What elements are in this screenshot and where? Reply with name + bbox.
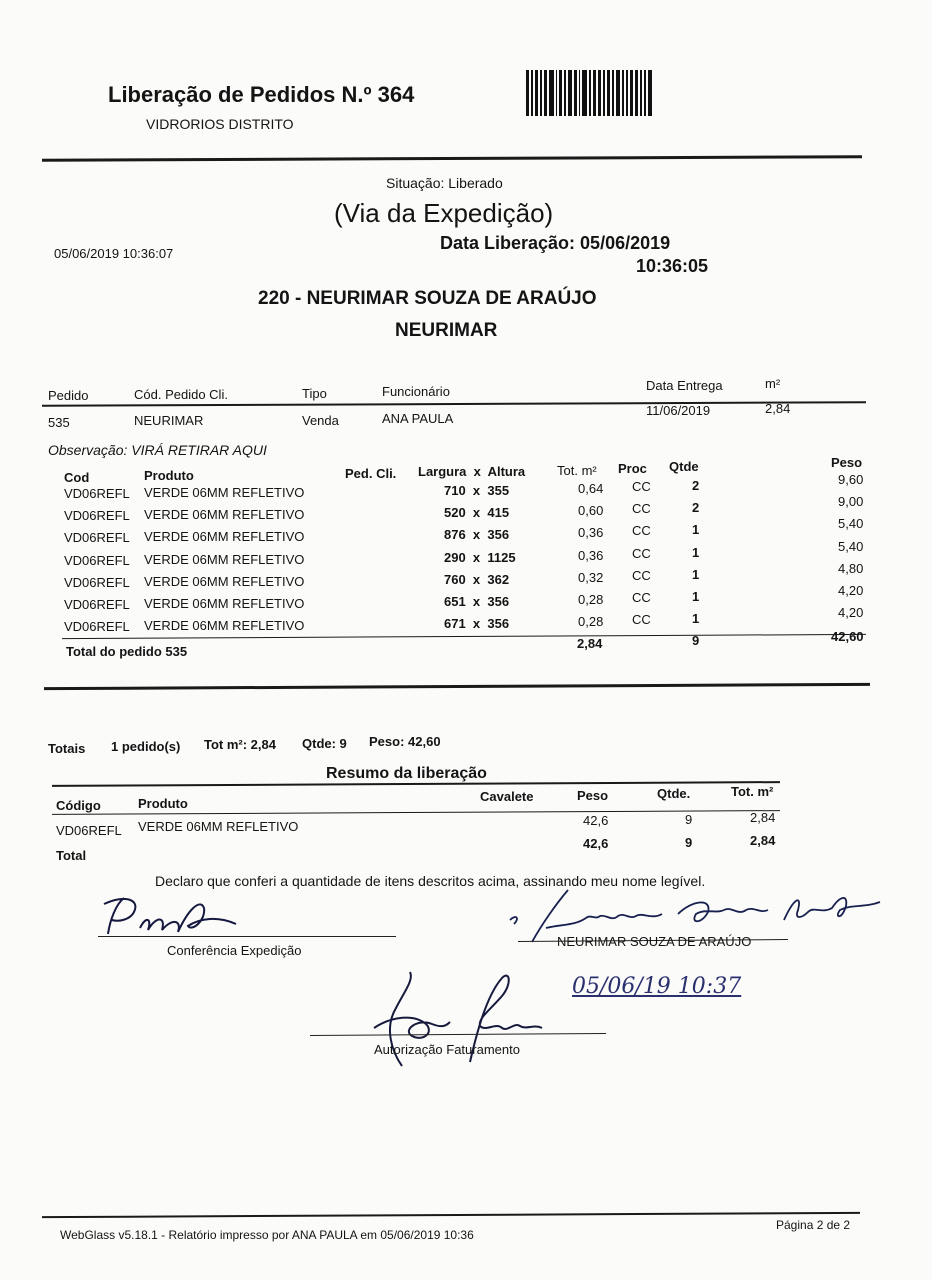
summary-total-label: Total [56,848,87,863]
col-cod-pedido-cli: Cód. Pedido Cli. [134,387,228,402]
item-tot-m2: 0,60 [578,503,604,519]
col-m2: m² [765,376,781,391]
summary-row-produto: VERDE 06MM REFLETIVO [138,819,299,834]
item-dimensions: 671 x 356 [444,616,510,632]
order-delivery-date: 11/06/2019 [646,403,711,418]
totals-qtde: Qtde: 9 [302,736,347,751]
order-total-m2: 2,84 [577,636,603,651]
items-col-qtde: Qtde [669,459,699,474]
item-cod: VD06REFL [64,508,130,524]
client-nickname: NEURIMAR [395,320,498,341]
summary-col-cavalete: Cavalete [480,789,534,804]
order-type: Venda [302,413,339,428]
summary-row-tot: 2,84 [750,810,776,825]
item-peso: 9,60 [838,472,864,487]
item-qtde: 1 [692,544,700,560]
summary-total-tot: 2,84 [750,833,776,848]
summary-col-tot-m2: Tot. m² [731,784,774,799]
summary-title: Resumo da liberação [326,765,487,782]
item-qtde: 2 [692,478,700,493]
order-total-peso: 42,60 [831,629,864,644]
footer-page-number: Página 2 de 2 [776,1218,851,1232]
items-col-proc: Proc [618,461,647,476]
col-funcionario: Funcionário [382,384,450,399]
printed-timestamp: 05/06/2019 10:36:07 [54,246,174,261]
items-col-dimensions: Largura x Altura [418,464,526,479]
item-tot-m2: 0,64 [578,481,604,496]
header-divider [42,155,862,162]
item-produto: VERDE 06MM REFLETIVO [144,529,305,545]
summary-col-produto: Produto [138,796,188,811]
summary-col-qtde: Qtde. [657,786,691,801]
items-total-divider [62,634,866,639]
item-peso: 9,00 [838,494,864,510]
item-produto: VERDE 06MM REFLETIVO [144,485,305,500]
items-end-divider [44,683,870,690]
observation-text: Observação: VIRÁ RETIRAR AQUI [48,442,267,458]
summary-row-peso: 42,6 [583,813,609,828]
items-col-tot-m2: Tot. m² [557,463,597,478]
item-peso: 4,20 [838,583,864,598]
company-name: VIDRORIOS DISTRITO [146,116,294,132]
item-produto: VERDE 06MM REFLETIVO [144,551,305,567]
item-peso: 5,40 [838,538,864,554]
item-produto: VERDE 06MM REFLETIVO [144,596,305,611]
item-produto: VERDE 06MM REFLETIVO [144,618,305,634]
summary-row-qtde: 9 [685,812,693,827]
col-tipo: Tipo [302,386,327,401]
item-qtde: 1 [692,522,700,538]
item-proc: CC [632,545,651,561]
summary-col-peso: Peso [577,788,609,803]
items-col-cod: Cod [64,470,90,485]
footer-left-text: WebGlass v5.18.1 - Relatório impresso por ANA PAULA em 05/06/2019 10:36 [60,1228,474,1242]
item-cod: VD06REFL [64,552,130,568]
handwritten-date: 05/06/19 10:37 [572,974,742,999]
item-qtde: 1 [692,589,700,604]
col-pedido: Pedido [48,388,89,403]
order-header-divider [42,401,866,407]
totals-peso: Peso: 42,60 [369,734,441,749]
item-peso: 4,80 [838,560,864,576]
client-name: 220 - NEURIMAR SOUZA DE ARAÚJO [258,288,597,309]
signature-conferencia [96,890,276,950]
item-dimensions: 760 x 362 [444,571,510,587]
summary-total-qtde: 9 [685,835,693,850]
via-title: (Via da Expedição) [334,198,554,228]
order-total-qtde: 9 [692,633,700,648]
item-qtde: 1 [692,611,700,627]
item-cod: VD06REFL [64,486,130,501]
item-cod: VD06REFL [64,574,130,590]
col-data-entrega: Data Entrega [646,378,723,393]
item-proc: CC [632,612,651,628]
conf-signature-label: Conferência Expedição [167,943,302,958]
items-col-ped-cli: Ped. Cli. [345,466,397,481]
barcode [526,70,654,116]
totals-m2: Tot m²: 2,84 [204,737,276,752]
item-qtde: 2 [692,500,700,516]
item-peso: 5,40 [838,516,864,532]
item-dimensions: 710 x 355 [444,483,510,498]
item-produto: VERDE 06MM REFLETIVO [144,507,305,523]
item-dimensions: 651 x 356 [444,594,510,609]
item-proc: CC [632,567,651,583]
items-col-produto: Produto [144,468,194,483]
item-tot-m2: 0,32 [578,569,604,585]
item-produto: VERDE 06MM REFLETIVO [144,573,305,589]
totals-orders: 1 pedido(s) [111,739,181,754]
order-client-code: NEURIMAR [134,413,204,428]
item-tot-m2: 0,36 [578,525,604,541]
item-peso: 4,20 [838,605,864,621]
item-cod: VD06REFL [64,530,130,546]
item-tot-m2: 0,28 [578,592,604,607]
conf-signature-line [98,936,396,937]
order-total-label: Total do pedido 535 [66,644,188,659]
release-date: Data Liberação: 05/06/2019 [440,233,671,253]
order-m2: 2,84 [765,401,791,416]
totals-label: Totais [48,741,86,756]
declaration-text: Declaro que conferi a quantidade de itens descritos acima, assinando meu nome legível. [155,873,706,889]
item-proc: CC [632,590,651,605]
item-tot-m2: 0,28 [578,614,604,630]
item-cod: VD06REFL [64,597,130,612]
item-dimensions: 520 x 415 [444,505,510,521]
order-employee: ANA PAULA [382,411,454,426]
item-dimensions: 290 x 1125 [444,549,516,565]
summary-col-codigo: Código [56,798,101,813]
item-dimensions: 876 x 356 [444,527,510,543]
item-proc: CC [632,501,651,517]
item-tot-m2: 0,36 [578,547,604,563]
item-proc: CC [632,523,651,539]
auth-signature-label: Autorização Faturamento [374,1042,520,1057]
item-cod: VD06REFL [64,619,130,635]
client-signature-label: NEURIMAR SOUZA DE ARAÚJO [557,934,752,949]
item-proc: CC [632,479,651,494]
order-number: 535 [48,415,70,430]
summary-row-codigo: VD06REFL [56,823,122,838]
summary-total-peso: 42,6 [583,836,609,851]
footer-divider [42,1212,860,1218]
document-title: Liberação de Pedidos N.º 364 [108,82,415,107]
situation-text: Situação: Liberado [386,175,503,191]
release-time: 10:36:05 [636,256,709,276]
items-col-peso: Peso [831,455,863,470]
item-qtde: 1 [692,566,700,582]
